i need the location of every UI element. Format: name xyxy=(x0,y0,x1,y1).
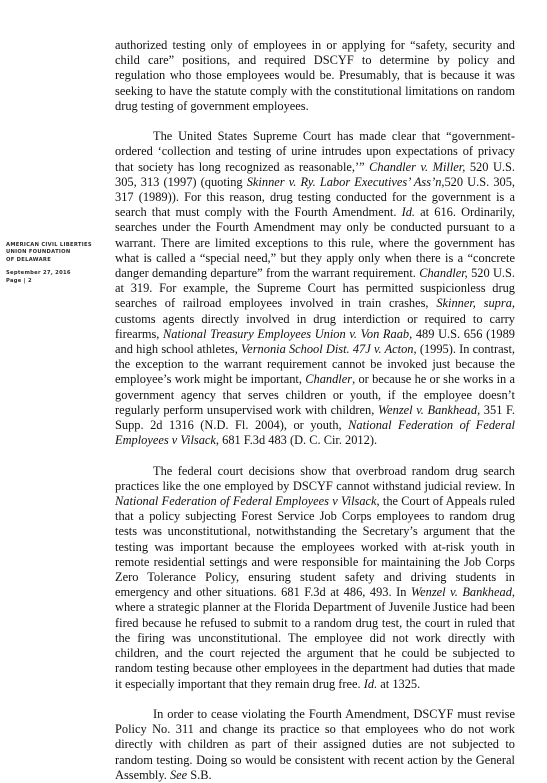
paragraph-1 xyxy=(115,38,515,114)
paragraph-4-text: S.B. xyxy=(187,767,212,782)
org-line-1: AMERICAN CIVIL LIBERTIES xyxy=(6,242,92,248)
org-line-3: OF DELAWARE xyxy=(6,256,52,263)
case-citation: Chandler v. Miller, xyxy=(369,159,466,174)
paragraph-2 xyxy=(115,129,515,448)
org-line-2: UNION FOUNDATION xyxy=(6,249,71,256)
case-citation: Vernonia School Dist. 47J v. Acton, xyxy=(241,342,417,357)
paragraph-3-text: , the Court of Appeals ruled that a policy subjecting Forest Service Job Corps employees to random drug tests was unconstitutional, notwithstanding the Secretary’s argument that the testing was important because the employees worked with at-risk youth in remote residential settings and were responsible for maintaining the Job Corps Zero Tolerance Policy, ensuring student safety and driving students in emergency and other situations. 681 F.3d at 486, 493. In xyxy=(115,494,515,600)
paragraph-3-text: at 1325. xyxy=(377,676,421,691)
paragraph-3-text: , where a strategic planner at the Florida Department of Juvenile Justice had been fired because he refused to submit to a random drug test, the court in ruled that the firing was unconstitutional. The employee did not work directly with children, and the court rejected the argument that he could be subjected to random testing because other employees in the department had duties that made it especially important that they remain drug free. xyxy=(115,585,515,691)
paragraph-2-text: (1995). In contrast, the exception to the warrant requirement cannot be invoked just because the employee’s work might be important, xyxy=(115,342,515,387)
case-citation: Chandler xyxy=(305,372,353,387)
paragraph-2-text: 520 U.S. 305, 313 (1997) (quoting xyxy=(115,159,515,189)
paragraph-4 xyxy=(115,707,515,783)
paragraph-2-text: at 616. Ordinarily, searches under the Fourth Amendment may only be conducted pursuant to a warrant. There are limited exceptions to this rule, where the government has what is called a “special need,” but they apply only when there is a “concrete danger demanding departure” from the warrant requirement. xyxy=(115,205,515,281)
paragraph-3 xyxy=(115,464,515,692)
case-citation: Skinner, supra, xyxy=(436,296,515,311)
paragraph-2-text: customs agents directly involved in drug interdiction or required to carry firearms, xyxy=(115,311,515,341)
case-citation: See xyxy=(169,767,188,782)
letterhead-sidebar xyxy=(6,242,106,285)
letter-body xyxy=(115,38,515,783)
case-citation: Skinner v. Ry. Labor Executives’ Ass’n, xyxy=(246,174,445,189)
paragraph-2-text: 489 U.S. 656 (1989 and high school athletes, xyxy=(115,326,515,357)
paragraph-1-text: authorized testing only of employees in or applying for “safety, security and child care” positions, and required DSCYF to determine by policy and regulation who those employees would be. Presumably, that is because it was seeking to have the statute comply with the constitutional limitations on random drug testing of government employees. xyxy=(115,38,515,113)
paragraph-2-text: , 681 F.3d 483 (D. C. Cir. 2012). xyxy=(215,433,378,448)
paragraph-2-text: , 351 F. Supp. 2d 1316 (N.D. Fl. 2004), or youth, xyxy=(115,402,516,433)
case-citation: Wenzel v. Bankhead xyxy=(410,585,512,600)
page-number: Page | 2 xyxy=(6,277,32,284)
letter-meta xyxy=(6,270,106,285)
paragraph-2-text: 520 U.S. at 319. For example, the Supreme Court has permitted suspicionless drug searches of railroad employees involved in train crashes, xyxy=(115,266,515,311)
case-citation: Chandler, xyxy=(419,266,468,281)
case-citation: National Federation of Federal Employees v Vilsack xyxy=(115,418,515,448)
paragraph-3-text: The federal court decisions show that overbroad random drug search practices like the one employed by DSCYF cannot withstand judicial review. In xyxy=(115,463,515,493)
case-citation: Id. xyxy=(401,205,415,220)
paragraph-2-text: , or because he or she works in a government agency that serves children or youth, if the employee doesn’t regularly perform unsupervised work with children, xyxy=(115,372,515,417)
letter-date: September 27, 2016 xyxy=(6,270,71,277)
paragraph-2-text: The United States Supreme Court has made clear that “government-ordered ‘collection and testing of urine intrudes upon expectations of privacy that society has long recognized as reasonable,’” xyxy=(115,129,515,174)
organization-name xyxy=(6,242,106,264)
case-citation: National Treasury Employees Union v. Von Raab, xyxy=(163,326,413,341)
paragraph-4-text: In order to cease violating the Fourth Amendment, DSCYF must revise Policy No. 311 and change its practice so that employees who do not work directly with children as part of their assigned duties are not subjected to random testing. Doing so would be consistent with recent action by the General Assembly. xyxy=(115,706,515,782)
case-citation: Wenzel v. Bankhead xyxy=(377,402,478,417)
case-citation: Id. xyxy=(363,676,378,691)
case-citation: National Federation of Federal Employees v Vilsack xyxy=(115,494,377,509)
paragraph-2-text: 520 U.S. 305, 317 (1989)). For this reason, drug testing conducted for the government is a search that must comply with the Fourth Amendment. xyxy=(115,174,516,220)
